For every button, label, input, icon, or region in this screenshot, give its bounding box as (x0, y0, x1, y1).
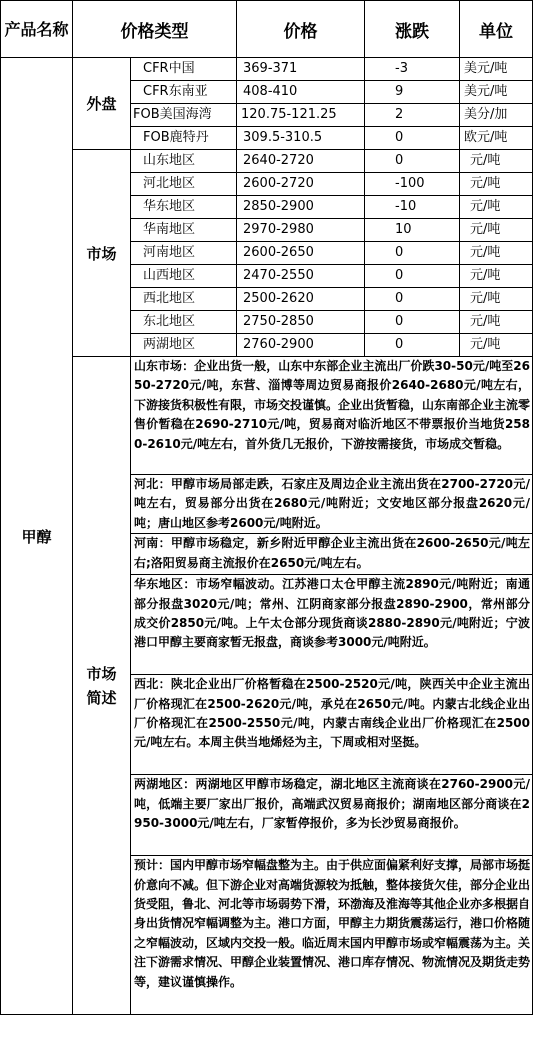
change-cell: 0 (365, 242, 460, 265)
header-price: 价格 (237, 1, 365, 58)
price-type-cell: 华东地区 (131, 196, 237, 219)
header-row (1, 1, 533, 58)
change-cell: -10 (365, 196, 460, 219)
change-cell: 0 (365, 288, 460, 311)
price-cell: 2850-2900 (237, 196, 365, 219)
category-market: 市场 (73, 150, 131, 357)
price-type-cell: CFR东南亚 (131, 81, 237, 104)
summary-paragraph-forecast: 预计：国内甲醇市场窄幅盘整为主。由于供应面偏紧利好支撑，局部市场挺价意向不减。但下游企业对高端货源较为抵触，整体接货欠佳，部分企业出货受阻，鲁北、河北等市场弱势下滑，环渤海及淮海等其他企业亦多根据自身出货情况窄幅调整为主。港口方面，甲醇主力期货震荡运行，港口价格随之窄幅波动，区域内交投一般。临近周末国内甲醇市场或窄幅震荡为主。关注下游需求情况、甲醇企业装置情况、港口库存情况、物流情况及期货走势等，建议谨慎操作。 (131, 856, 533, 1015)
price-cell: 2600-2650 (237, 242, 365, 265)
header-unit: 单位 (460, 1, 533, 58)
price-cell: 2760-2900 (237, 334, 365, 357)
header-product: 产品名称 (1, 1, 73, 58)
unit-cell: 欧元/吨 (460, 127, 533, 150)
price-cell: 2750-2850 (237, 311, 365, 334)
change-cell: 0 (365, 334, 460, 357)
unit-cell: 元/吨 (460, 196, 533, 219)
category-outer: 外盘 (73, 58, 131, 150)
price-cell: 2600-2720 (237, 173, 365, 196)
price-type-cell: 东北地区 (131, 311, 237, 334)
summary-paragraph-shandong: 山东市场：企业出货一般，山东中东部企业主流出厂价跌30-50元/吨至2650-2720元/吨，东营、淄博等周边贸易商报价2640-2680元/吨左右，下游接货积极性有限，市场交投谨慎。企业出货暂稳，山东南部企业主流零售价暂稳在2690-2710元/吨，贸易商对临沂地区不带票报价当地货2580-2610元/吨左右，首外货几无报价，下游按需接货，市场成交暂稳。 (131, 357, 533, 475)
price-cell: 369-371 (237, 58, 365, 81)
unit-cell: 美元/吨 (460, 81, 533, 104)
header-price-type: 价格类型 (73, 1, 237, 58)
price-cell: 309.5-310.5 (237, 127, 365, 150)
change-cell: 0 (365, 311, 460, 334)
change-cell: 10 (365, 219, 460, 242)
header-change: 涨跌 (365, 1, 460, 58)
price-type-cell: 河南地区 (131, 242, 237, 265)
change-cell: -3 (365, 58, 460, 81)
price-cell: 2470-2550 (237, 265, 365, 288)
price-type-cell: FOB鹿特丹 (131, 127, 237, 150)
summary-paragraph-huadong: 华东地区：市场窄幅波动。江苏港口太仓甲醇主流2890元/吨附近；南通部分报盘3020元/吨；常州、江阴商家部分报盘2890-2900，常州部分成交价2850元/吨。上午太仓部分现货商谈2880-2890元/吨附近；宁波港口甲醇主要商家暂无报盘，商谈参考3000元/吨附近。 (131, 575, 533, 675)
unit-cell: 美元/吨 (460, 58, 533, 81)
product-name: 甲醇 (1, 58, 73, 1015)
summary-paragraph-xibei: 西北：陕北企业出厂价格暂稳在2500-2520元/吨，陕西关中企业主流出厂价格现汇在2500-2620元/吨，承兑在2650元/吨。内蒙古北线企业出厂价格现汇在2500-2550元/吨，内蒙古南线企业出厂价格现汇在2500元/吨左右。本周主供当地烯烃为主，下周或相对坚挺。 (131, 675, 533, 775)
price-type-cell: 山东地区 (131, 150, 237, 173)
table-row (1, 150, 533, 173)
price-cell: 2640-2720 (237, 150, 365, 173)
unit-cell: 元/吨 (460, 334, 533, 357)
price-cell: 120.75-121.25 (237, 104, 365, 127)
price-cell: 2500-2620 (237, 288, 365, 311)
summary-row (1, 357, 533, 475)
unit-cell: 元/吨 (460, 288, 533, 311)
unit-cell: 元/吨 (460, 219, 533, 242)
unit-cell: 元/吨 (460, 150, 533, 173)
price-type-cell: 两湖地区 (131, 334, 237, 357)
unit-cell: 元/吨 (460, 173, 533, 196)
unit-cell: 元/吨 (460, 242, 533, 265)
summary-label: 市场简述 (86, 664, 117, 707)
summary-paragraph-hebei: 河北：甲醇市场局部走跌，石家庄及周边企业主流出货在2700-2720元/吨左右，贸易部分出货在2680元/吨附近；文安地区部分报盘2620元/吨；唐山地区参考2600元/吨附近。 (131, 475, 533, 534)
price-type-cell: 华南地区 (131, 219, 237, 242)
unit-cell: 元/吨 (460, 311, 533, 334)
unit-cell: 元/吨 (460, 265, 533, 288)
price-cell: 408-410 (237, 81, 365, 104)
change-cell: 9 (365, 81, 460, 104)
summary-paragraph-henan: 河南：甲醇市场稳定，新乡附近甲醇企业主流出货在2600-2650元/吨左右;洛阳贸易商主流报价在2650元/吨左右。 (131, 534, 533, 575)
change-cell: 0 (365, 265, 460, 288)
change-cell: -100 (365, 173, 460, 196)
price-cell: 2970-2980 (237, 219, 365, 242)
price-type-cell: 河北地区 (131, 173, 237, 196)
change-cell: 2 (365, 104, 460, 127)
price-type-cell: 山西地区 (131, 265, 237, 288)
unit-cell: 美分/加 (460, 104, 533, 127)
price-type-cell: 西北地区 (131, 288, 237, 311)
price-type-cell: FOB美国海湾 (131, 104, 237, 127)
change-cell: 0 (365, 150, 460, 173)
summary-paragraph-lianghu: 两湖地区：两湖地区甲醇市场稳定，湖北地区主流商谈在2760-2900元/吨，低端主要厂家出厂报价，高端武汉贸易商报价；湖南地区部分商谈在2950-3000元/吨左右，厂家暂停报价，多为长沙贸易商报价。 (131, 775, 533, 856)
table-row (1, 58, 533, 81)
category-summary (73, 357, 131, 1015)
change-cell: 0 (365, 127, 460, 150)
price-type-cell: CFR中国 (131, 58, 237, 81)
